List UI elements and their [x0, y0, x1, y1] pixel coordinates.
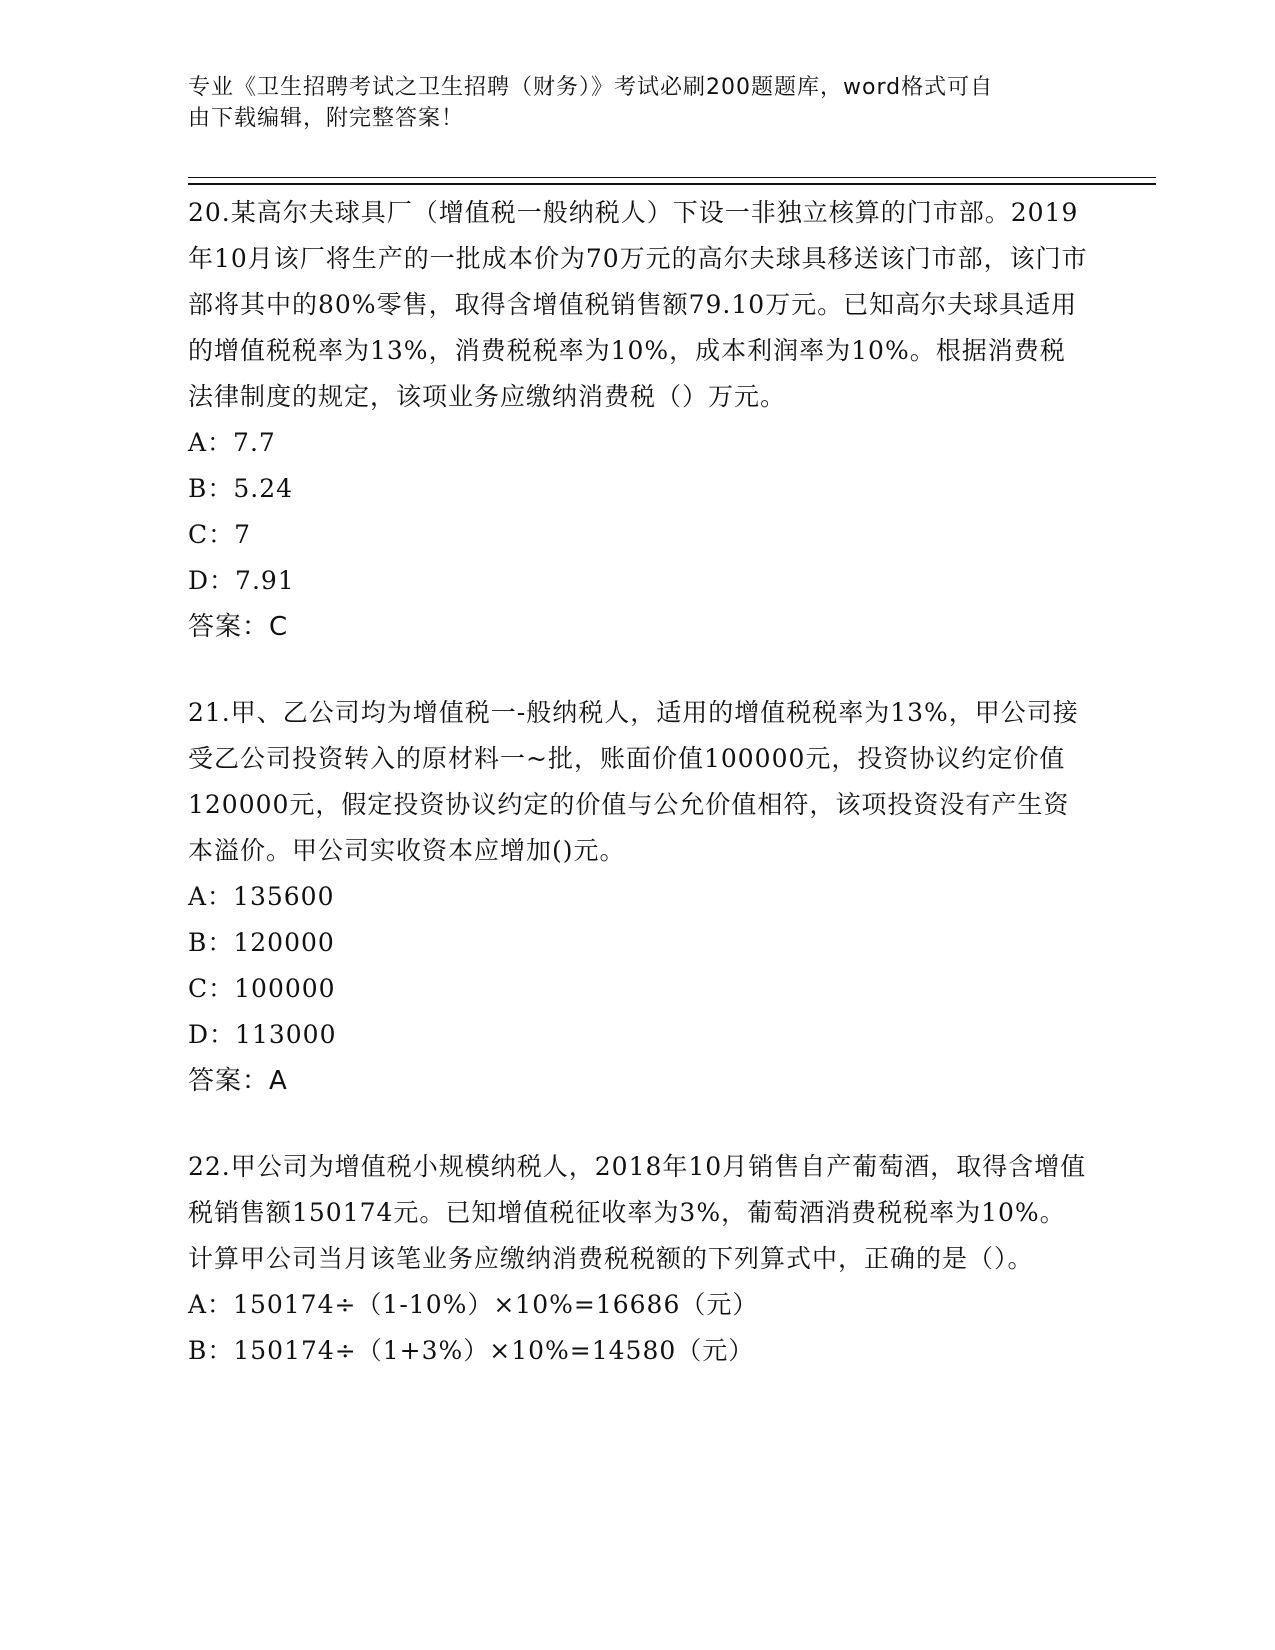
header-divider-thick	[188, 183, 1156, 185]
option-a: A：135600	[188, 882, 335, 911]
option-a: A：7.7	[188, 428, 276, 457]
question-22	[188, 1144, 1088, 1374]
header-divider-thin	[188, 177, 1156, 178]
option-d: D：7.91	[188, 566, 295, 595]
option-d: D：113000	[188, 1020, 337, 1049]
question-list	[188, 190, 1088, 1414]
option-b: B：5.24	[188, 474, 294, 503]
document-header	[188, 72, 1068, 134]
option-c: C：100000	[188, 974, 336, 1003]
question-stem: 20.某高尔夫球具厂（增值税一般纳税人）下设一非独立核算的门市部。2019年10月该厂将生产的一批成本价为70万元的高尔夫球具移送该门市部，该门市部将其中的80%零售，取得含增值税销售额79.10万元。已知高尔夫球具适用的增值税税率为13%，消费税税率为10%，成本利润率为10%。根据消费税法律制度的规定，该项业务应缴纳消费税（）万元。	[188, 198, 1088, 411]
question-stem: 21.甲、乙公司均为增值税一-般纳税人，适用的增值税税率为13%，甲公司接受乙公司投资转入的原材料一~批，账面价值100000元，投资协议约定价值120000元，假定投资协议约定的价值与公允价值相符，该项投资没有产生资本溢价。甲公司实收资本应增加()元。	[188, 698, 1079, 865]
answer-label: 答案：A	[188, 1066, 288, 1096]
option-b: B：150174÷（1+3%）×10%=14580（元）	[188, 1336, 755, 1365]
option-a: A：150174÷（1-10%）×10%=16686（元）	[188, 1290, 759, 1319]
question-21	[188, 690, 1088, 1104]
option-c: C：7	[188, 520, 252, 549]
header-line-1: 专业《卫生招聘考试之卫生招聘（财务）》考试必刷200题题库，word格式可自	[188, 75, 994, 100]
question-stem: 22.甲公司为增值税小规模纳税人，2018年10月销售自产葡萄酒，取得含增值税销售额150174元。已知增值税征收率为3%，葡萄酒消费税税率为10%。计算甲公司当月该笔业务应缴纳消费税税额的下列算式中，正确的是（）。	[188, 1152, 1087, 1273]
answer-label: 答案：C	[188, 612, 289, 642]
option-b: B：120000	[188, 928, 335, 957]
question-20	[188, 190, 1088, 650]
header-line-2: 由下载编辑，附完整答案！	[188, 106, 465, 131]
